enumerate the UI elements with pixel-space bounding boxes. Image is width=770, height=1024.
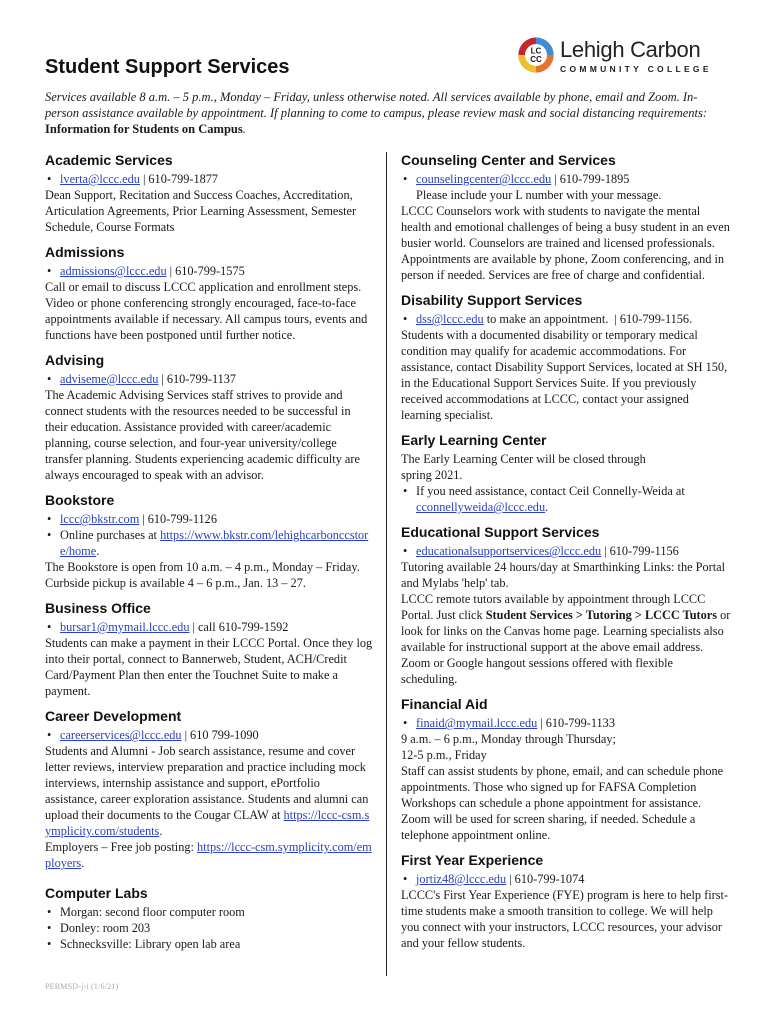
contact-line: • admissions@lccc.edu | 610-799-1575 xyxy=(45,263,375,279)
intro-text: Services available 8 a.m. – 5 p.m., Monday – Friday, unless otherwise noted. All services available by phone, email and Zoom. In-person assistance available by appointment. If planning to come to campus, please review mask and social distancing requirements: Information for Students on Campus. xyxy=(45,90,708,136)
section-bookstore xyxy=(45,492,375,591)
email-link[interactable]: admissions@lccc.edu xyxy=(60,264,167,278)
email-link[interactable]: lccc@bkstr.com xyxy=(60,512,140,526)
page-title: Student Support Services xyxy=(45,56,290,78)
section-early-learning xyxy=(401,432,731,515)
section-body: Dean Support, Recitation and Success Coaches, Accreditation, Articulation Agreements, Prior Learning Assessment, Semester Schedule, Course Formats xyxy=(45,188,357,234)
cougar-claw-link[interactable]: https://lccc-csm.symplicity.com/students xyxy=(45,808,370,838)
section-body: The Academic Advising Services staff strives to provide and connect students with the resources needed to be successful in their education. Assistance provided with career/academic planning, course selection, and four-year university/college transfer planning. Students experiencing academic difficulty are always encouraged to speak with an advisor. xyxy=(45,388,360,482)
section-body: Students and Alumni - Job search assistance, resume and cover letter reviews, interview preparation and practice including mock interviews, internship assistance and support, ePortfolio assistance, career exploration assistance. Students and alumni can upload their documents to the Cougar CLAW at https://lccc-csm.symplicity.com/students. xyxy=(45,744,370,838)
list-item: • Schnecksville: Library open lab area xyxy=(45,936,375,952)
section-advising xyxy=(45,352,375,483)
phone-number: 610-799-1074 xyxy=(514,872,585,886)
college-logo xyxy=(518,37,728,77)
email-link[interactable]: careerservices@lccc.edu xyxy=(60,728,182,742)
contact-line: • dss@lccc.edu to make an appointment. | 610-799-1156. xyxy=(401,311,731,327)
contact-line: • careerservices@lccc.edu | 610 799-1090 xyxy=(45,727,375,743)
phone-number: call 610-799-1592 xyxy=(197,620,289,634)
email-link[interactable]: finaid@mymail.lccc.edu xyxy=(416,716,538,730)
email-link[interactable]: adviseme@lccc.edu xyxy=(60,372,159,386)
phone-number: 610-799-1156. xyxy=(619,312,693,326)
contact-line: • jortiz48@lccc.edu | 610-799-1074 xyxy=(401,871,731,887)
section-heading: Admissions xyxy=(45,244,125,260)
section-heading: Disability Support Services xyxy=(401,292,583,308)
section-body: Call or email to discuss LCCC application and enrollment steps. Video or phone conferencing strongly encouraged, face-to-face appointments available if necessary. All campus tours, events and functions have been postponed until further notice. xyxy=(45,280,368,342)
section-body: Tutoring available 24 hours/day at Smarthinking Links: the Portal and Mylabs 'help' tab. xyxy=(401,560,726,590)
phone-number: 610-799-1137 xyxy=(166,372,237,386)
section-body: Students can make a payment in their LCCC Portal. Once they log into their portal, connect to Bannerweb, Student, ACH/Credit Card/Payment Plan then enter the Touchnet Suite to make a payment. xyxy=(45,636,373,698)
campus-info-link[interactable]: Information for Students on Campus xyxy=(45,122,243,136)
section-disability xyxy=(401,292,731,423)
phone-number: 610-799-1133 xyxy=(545,716,615,730)
logo-name: Lehigh Carbon xyxy=(560,37,701,62)
section-computer-labs xyxy=(45,885,375,952)
left-column xyxy=(45,152,375,961)
section-heading: Computer Labs xyxy=(45,885,148,901)
section-heading: Counseling Center and Services xyxy=(401,152,616,168)
contact-line: • adviseme@lccc.edu | 610-799-1137 xyxy=(45,371,375,387)
employers-line: Employers – Free job posting: https://lccc-csm.symplicity.com/employers. xyxy=(45,840,372,870)
section-heading: Bookstore xyxy=(45,492,115,508)
svg-text:CC: CC xyxy=(530,55,542,64)
phone-number: 610-799-1575 xyxy=(175,264,245,278)
bookstore-url-link[interactable]: https://www.bkstr.com/lehighcarbonccstore/home xyxy=(60,528,369,558)
section-counseling xyxy=(401,152,731,283)
section-heading: Financial Aid xyxy=(401,696,488,712)
section-heading: Early Learning Center xyxy=(401,432,547,448)
section-body: Students with a documented disability or temporary medical condition may qualify for academic accommodations. For assistance, contact Disability Support Services, located at SH 150, in the Educational Support Services Suite. If you previously received accommodations at LCCC, contact your assigned learning specialist. xyxy=(401,328,728,422)
office-hours: 12-5 p.m., Friday xyxy=(401,748,487,762)
email-link[interactable]: lverta@lccc.edu xyxy=(60,172,140,186)
right-column xyxy=(401,152,731,960)
contact-line: • lverta@lccc.edu | 610-799-1877 xyxy=(45,171,375,187)
employers-link[interactable]: https://lccc-csm.symplicity.com/employers xyxy=(45,840,372,870)
section-body: LCCC remote tutors available by appointment through LCCC Portal. Just click Student Services > Tutoring > LCCC Tutors or look for links on the Canvas home page. Learning specialists also available for instructional support at the above email address. Zoom or Google hangout sessions offered with flexible scheduling. xyxy=(401,592,731,686)
online-purchases-line: • Online purchases at https://www.bkstr.com/lehighcarbonccstore/home. xyxy=(45,527,375,559)
section-heading: Advising xyxy=(45,352,105,368)
section-body: The Bookstore is open from 10 a.m. – 4 p.m., Monday – Friday. Curbside pickup is available 4 – 6 p.m., Jan. 13 – 27. xyxy=(45,560,360,590)
section-body: LCCC's First Year Experience (FYE) program is here to help first-time students make a smooth transition to college. We will help you connect with your instructors, LCCC resources, your advisor and your fellow students. xyxy=(401,888,728,950)
section-educational-support xyxy=(401,524,731,687)
phone-number: 610-799-1126 xyxy=(147,512,217,526)
section-body: LCCC Counselors work with students to navigate the mental health and emotional challenges of being a busy student in an even busier world. Counselors are trained and licensed professionals. Appointments are available by phone, Zoom conferencing, and in person if needed. Services are free of charge and confidential. xyxy=(401,204,730,282)
section-academic-services xyxy=(45,152,375,235)
email-link[interactable]: counselingcenter@lccc.edu xyxy=(416,172,552,186)
section-body: Staff can assist students by phone, email, and can schedule phone appointments. Those who signed up for FAFSA Completion Workshops can schedule a phone appointment for assistance. Zoom will be used for screen sharing, if needed. Schedule a telephone appointment online. xyxy=(401,764,724,842)
email-link[interactable]: jortiz48@lccc.edu xyxy=(416,872,507,886)
section-heading: First Year Experience xyxy=(401,852,544,868)
list-item: • Morgan: second floor computer room xyxy=(45,904,375,920)
section-body: The Early Learning Center will be closed through spring 2021. xyxy=(401,452,646,482)
section-heading: Academic Services xyxy=(45,152,173,168)
email-link[interactable]: educationalsupportservices@lccc.edu xyxy=(416,544,602,558)
section-admissions xyxy=(45,244,375,343)
phone-number: 610-799-1156 xyxy=(609,544,679,558)
phone-number: 610 799-1090 xyxy=(190,728,259,742)
email-link[interactable]: dss@lccc.edu xyxy=(416,312,484,326)
column-divider xyxy=(386,152,387,976)
email-link[interactable]: cconnellyweida@lccc.edu xyxy=(416,500,546,514)
section-financial-aid xyxy=(401,696,731,843)
office-hours: 9 a.m. – 6 p.m., Monday through Thursday; xyxy=(401,732,616,746)
section-heading: Educational Support Services xyxy=(401,524,600,540)
section-business-office xyxy=(45,600,375,699)
section-career-development xyxy=(45,708,375,871)
contact-line: • bursar1@mymail.lccc.edu | call 610-799-1592 xyxy=(45,619,375,635)
section-heading: Career Development xyxy=(45,708,182,724)
section-first-year-experience xyxy=(401,852,731,951)
contact-line: • counselingcenter@lccc.edu | 610-799-1895 Please include your L number with your message. xyxy=(401,171,731,203)
document-code: PERMSD-j-i (1/6/21) xyxy=(45,982,119,991)
contact-note: Please include your L number with your message. xyxy=(416,188,662,202)
contact-line: • finaid@mymail.lccc.edu | 610-799-1133 xyxy=(401,715,731,731)
list-item: • If you need assistance, contact Ceil Connelly-Weida at cconnellyweida@lccc.edu. xyxy=(401,483,731,515)
logo-subtitle: COMMUNITY COLLEGE xyxy=(560,64,712,74)
phone-number: 610-799-1877 xyxy=(148,172,219,186)
svg-text:LC: LC xyxy=(530,46,542,56)
contact-line: • educationalsupportservices@lccc.edu | 610-799-1156 xyxy=(401,543,731,559)
contact-line: • lccc@bkstr.com | 610-799-1126 xyxy=(45,511,375,527)
phone-number: 610-799-1895 xyxy=(559,172,630,186)
email-link[interactable]: bursar1@mymail.lccc.edu xyxy=(60,620,190,634)
section-heading: Business Office xyxy=(45,600,151,616)
lccc-logo-mark xyxy=(518,37,554,73)
list-item: • Donley: room 203 xyxy=(45,920,375,936)
